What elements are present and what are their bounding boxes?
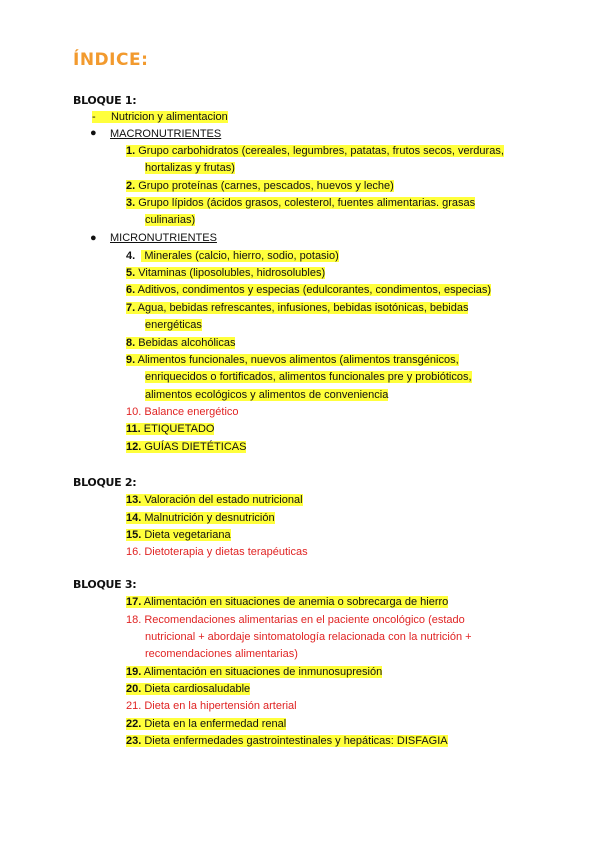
list-item-cont: hortalizas y frutas)	[145, 162, 235, 174]
dash-marker: -	[92, 111, 111, 123]
list-item: 4. Minerales (calcio, hierro, sodio, potasio)	[126, 250, 339, 262]
bullet-icon: ●	[90, 127, 97, 139]
list-item: 17. Alimentación en situaciones de anemia o sobrecarga de hierro	[126, 596, 449, 608]
bullet-icon: ●	[90, 232, 97, 244]
list-item: 3. Grupo lípidos (ácidos grasos, colesterol, fuentes alimentarias. grasas	[126, 197, 476, 209]
list-item: 8. Bebidas alcohólicas	[126, 337, 236, 349]
list-item: 2. Grupo proteínas (carnes, pescados, huevos y leche)	[126, 180, 394, 192]
macronutrientes-heading: MACRONUTRIENTES	[110, 128, 222, 140]
list-item: 7. Agua, bebidas refrescantes, infusiones, bebidas isotónicas, bebidas	[126, 302, 469, 314]
bloque-2-heading: BLOQUE 2:	[73, 476, 137, 489]
list-item-cont: enriquecidos o fortificados, alimentos funcionales pre y probióticos,	[145, 371, 472, 383]
list-item: 16. Dietoterapia y dietas terapéuticas	[126, 546, 308, 558]
bloque-3-heading: BLOQUE 3:	[73, 578, 137, 591]
list-item: 5. Vitaminas (liposolubles, hidrosolubles)	[126, 267, 326, 279]
list-item: 18. Recomendaciones alimentarias en el paciente oncológico (estado	[126, 614, 465, 626]
list-item-cont: alimentos ecológicos y alimentos de conveniencia	[145, 389, 389, 401]
micronutrientes-heading: MICRONUTRIENTES	[110, 232, 217, 244]
list-item: 13. Valoración del estado nutricional	[126, 494, 303, 506]
list-item-cont: nutricional + abordaje sintomatología relacionada con la nutrición +	[145, 631, 472, 643]
nutricion-text: Nutricion y alimentacion	[110, 111, 228, 123]
nutricion-line	[92, 109, 228, 125]
list-item-cont: energéticas	[145, 319, 202, 331]
list-item: 15. Dieta vegetariana	[126, 529, 231, 541]
list-item: 21. Dieta en la hipertensión arterial	[126, 700, 297, 712]
list-item-cont: culinarias)	[145, 214, 196, 226]
list-item: 22. Dieta en la enfermedad renal	[126, 718, 287, 730]
list-item: 20. Dieta cardiosaludable	[126, 683, 251, 695]
list-item: 23. Dieta enfermedades gastrointestinales y hepáticas: DISFAGIA	[126, 735, 448, 747]
page-title: ÍNDICE:	[73, 50, 149, 70]
list-item: 11. ETIQUETADO	[126, 423, 215, 435]
list-item: 10. Balance energético	[126, 406, 239, 418]
bloque-1-heading: BLOQUE 1:	[73, 94, 137, 107]
list-item: 9. Alimentos funcionales, nuevos alimentos (alimentos transgénicos,	[126, 354, 459, 366]
list-item-cont: recomendaciones alimentarias)	[145, 648, 298, 660]
list-item: 14. Malnutrición y desnutrición	[126, 512, 275, 524]
list-item: 12. GUÍAS DIETÉTICAS	[126, 441, 247, 453]
list-item: 19. Alimentación en situaciones de inmunosupresión	[126, 666, 383, 678]
list-item: 6. Aditivos, condimentos y especias (edulcorantes, condimentos, especias)	[126, 284, 492, 296]
list-item: 1. Grupo carbohidratos (cereales, legumbres, patatas, frutos secos, verduras,	[126, 145, 504, 157]
